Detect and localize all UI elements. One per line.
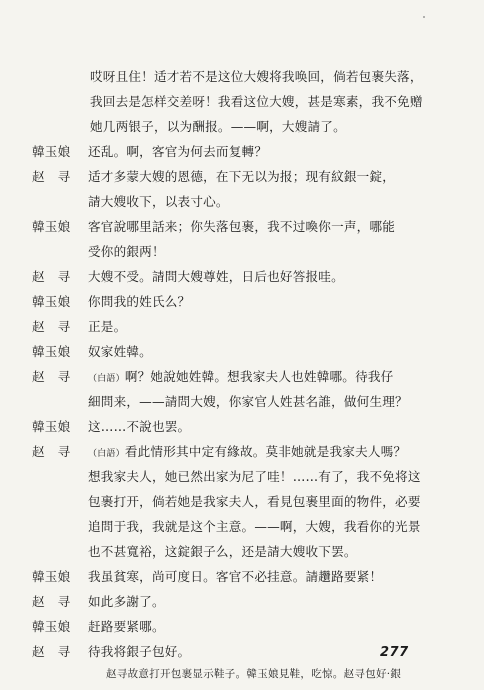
script-line	[32, 644, 190, 660]
speaker-name: 韓玉娘	[32, 294, 71, 309]
line-text: 客官說哪里話来；你失落包裹，我不过喚你一声，哪能	[88, 219, 396, 234]
script-line	[32, 369, 393, 387]
script-line	[88, 244, 165, 260]
line-text: 看此情形其中定有緣故。莫非她就是我家夫人嗎？	[124, 444, 407, 459]
script-line	[90, 94, 423, 110]
script-line	[32, 169, 395, 185]
speaker-name: 韓玉娘	[32, 619, 71, 634]
line-text: 待我将銀子包好。	[88, 644, 191, 659]
line-text: 我回去是怎样交差呀！我看这位大嫂，甚是寒素，我不免赠	[90, 94, 423, 109]
line-text: 啊？她說她姓韓。想我家夫人也姓韓哪。待我仔	[124, 369, 394, 384]
print-speck	[423, 16, 425, 18]
script-line	[32, 444, 406, 462]
script-line	[88, 469, 421, 485]
speaker-name: 韓玉娘	[32, 219, 71, 234]
line-text: 追問于我，我就是这个主意。——啊，大嫂，我看你的光景	[88, 519, 421, 534]
stage-note: （白語）	[88, 449, 125, 459]
script-line	[88, 194, 229, 210]
line-text: 奴家姓韓。	[88, 344, 152, 359]
script-line	[32, 219, 395, 235]
stage-direction-text: 赵寻故意打开包裹显示鞋子。韓玉娘見鞋，吃惊。赵寻包好·銀	[106, 668, 402, 680]
script-line	[32, 619, 165, 635]
script-line	[88, 544, 357, 560]
line-text: 如此多謝了。	[88, 594, 165, 609]
speaker-name: 赵 寻	[32, 369, 71, 384]
line-text: 大嫂不受。請問大嫂尊姓，日后也好答报哇。	[88, 269, 344, 284]
script-line	[32, 269, 344, 285]
speaker-name: 赵 寻	[32, 644, 71, 659]
script-line	[88, 394, 408, 410]
line-text: 包裹打开，倘若她是我家夫人，看見包裹里面的物件，必要	[88, 494, 421, 509]
line-text: 哎呀且住！适才若不是这位大嫂将我唤回，倘若包裹失落，	[90, 69, 423, 84]
script-line	[32, 294, 190, 310]
speaker-name: 赵 寻	[32, 594, 71, 609]
speaker-name: 赵 寻	[32, 169, 71, 184]
speaker-name: 韓玉娘	[32, 569, 71, 584]
script-line	[32, 594, 165, 610]
line-text: 你問我的姓氏么？	[88, 294, 191, 309]
line-text: 受你的銀两！	[88, 244, 165, 259]
script-line	[90, 119, 346, 135]
stage-direction	[106, 666, 401, 682]
stage-note: （白語）	[88, 374, 125, 384]
line-text: 她几两银子，以为酬报。——啊，大嫂請了。	[90, 119, 346, 134]
speaker-name: 韓玉娘	[32, 144, 71, 159]
script-line	[32, 344, 152, 360]
speaker-name: 韓玉娘	[32, 344, 71, 359]
speaker-name: 赵 寻	[32, 319, 71, 334]
line-text: 細問来，——請問大嫂，你家官人姓甚名誰，做何生理？	[88, 394, 408, 409]
script-line	[88, 494, 421, 510]
line-text: 想我家夫人，她已然出家为尼了哇！……有了，我不免将这	[88, 469, 421, 484]
line-text: 也不甚寬裕，这錠銀子么，还是請大嫂收下罢。	[88, 544, 357, 559]
script-line	[88, 519, 421, 535]
line-text: 还乱。啊，客官为何去而复轉？	[88, 144, 268, 159]
line-text: 适才多蒙大嫂的恩德，在下无以为报；现有紋銀一錠，	[88, 169, 396, 184]
script-line	[90, 69, 423, 85]
page-number: 277	[380, 645, 409, 660]
speaker-name: 韓玉娘	[32, 419, 71, 434]
script-line	[32, 319, 126, 335]
script-line	[32, 144, 267, 160]
line-text: 正是。	[88, 319, 127, 334]
script-line	[32, 569, 382, 585]
line-text: 我虽貧寒，尚可度日。客官不必挂意。請趲路要紧！	[88, 569, 383, 584]
line-text: 請大嫂收下，以表寸心。	[88, 194, 229, 209]
speaker-name: 赵 寻	[32, 444, 71, 459]
script-line	[32, 419, 190, 435]
line-text: 这……不說也罢。	[88, 419, 191, 434]
line-text: 赶路要紧哪。	[88, 619, 165, 634]
speaker-name: 赵 寻	[32, 269, 71, 284]
